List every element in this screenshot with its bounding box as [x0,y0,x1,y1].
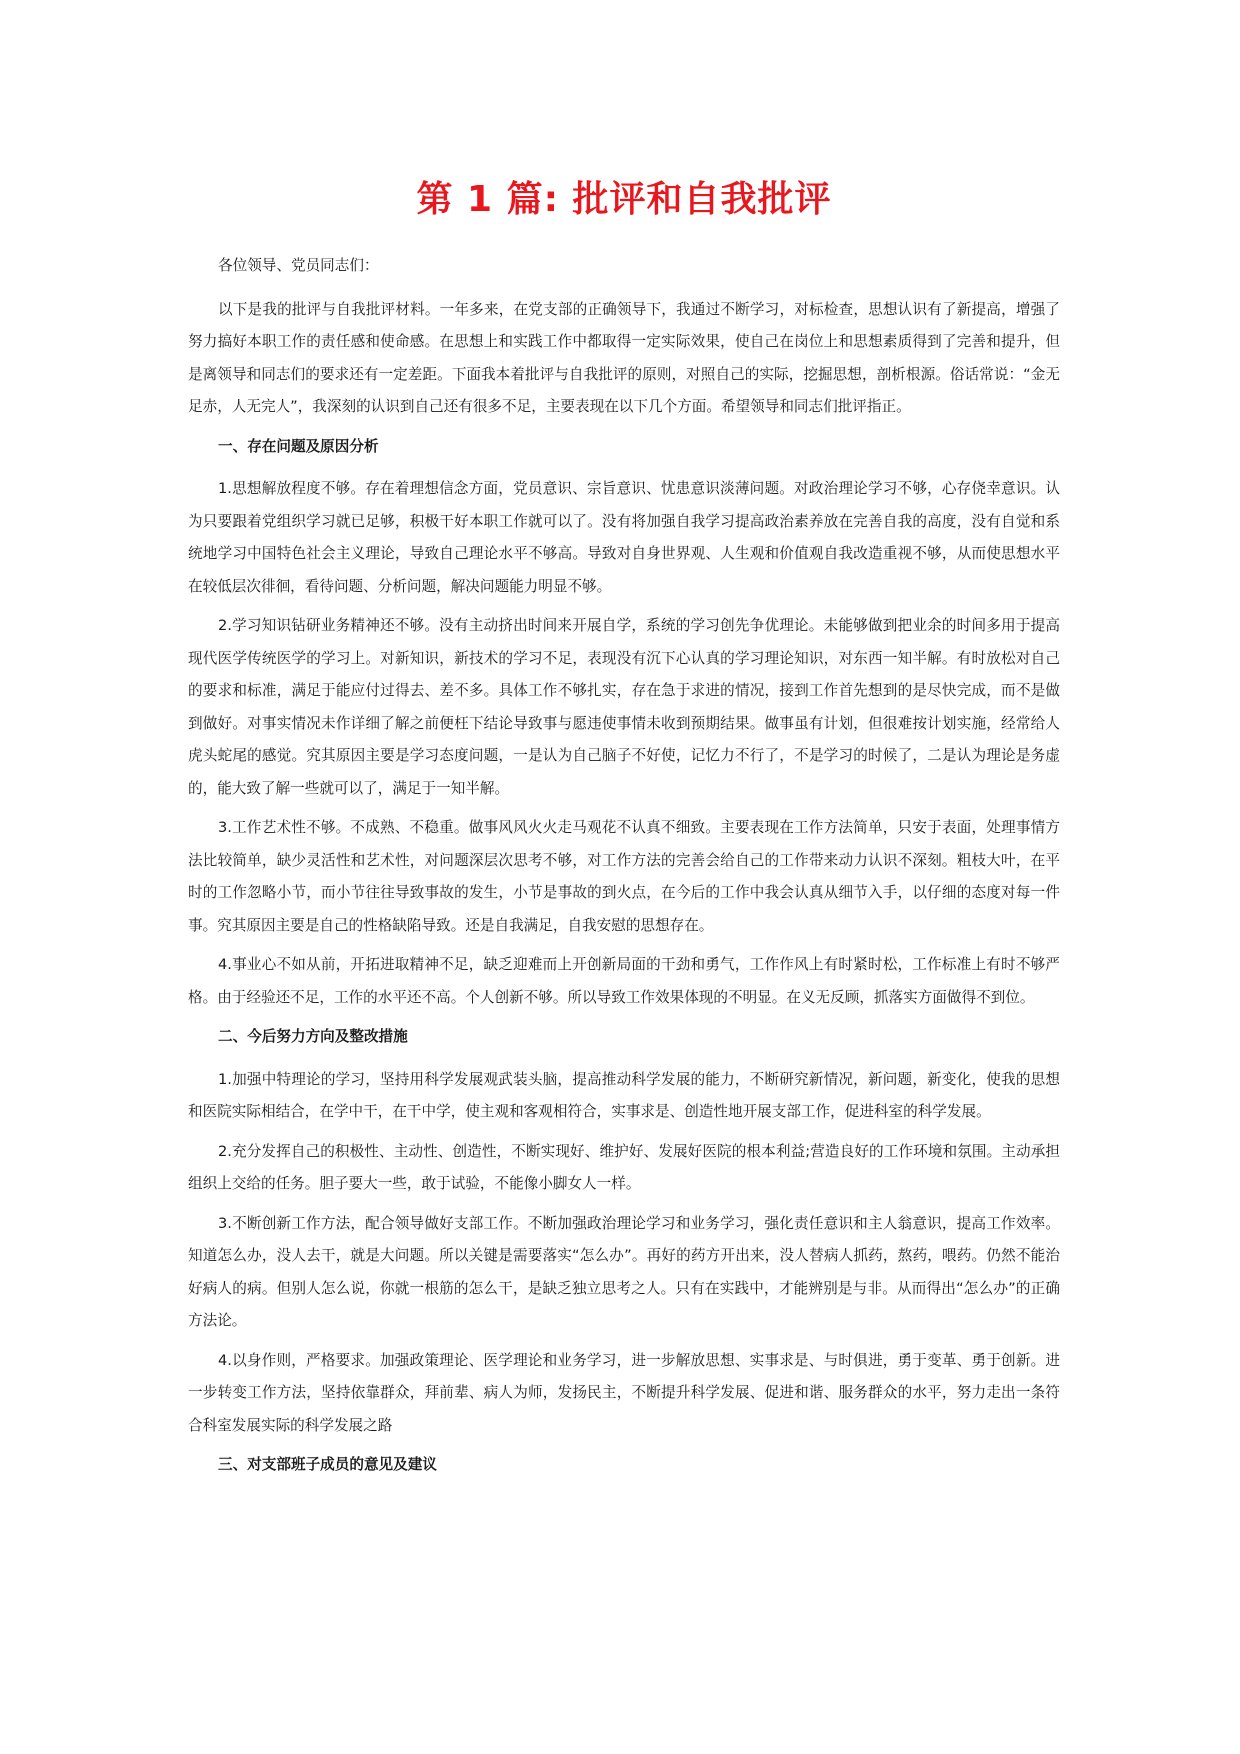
body-paragraph: 2.充分发挥自己的积极性、主动性、创造性，不断实现好、维护好、发展好医院的根本利益;营造良好的工作环境和氛围。主动承担组织上交给的任务。胆子要大一些，敢于试验，不能像小脚女人一样。 [188,1142,1060,1192]
body-paragraph: 4.事业心不如从前，开拓进取精神不足，缺乏迎难而上开创新局面的干劲和勇气，工作作风上有时紧时松，工作标准上有时不够严格。由于经验还不足，工作的水平还不高。个人创新不够。所以导致工作效果体现的不明显。在义无反顾，抓落实方面做得不到位。 [188,956,1060,1006]
body-paragraph: 3.不断创新工作方法，配合领导做好支部工作。不断加强政治理论学习和业务学习，强化责任意识和主人翁意识，提高工作效率。知道怎么办，没人去干，就是大问题。所以关键是需要落实“怎么办”。再好的药方开出来，没人替病人抓药，熬药，喂药。仍然不能治好病人的病。但别人怎么说，你就一根筋的怎么干，是缺乏独立思考之人。只有在实践中，才能辨别是与非。从而得出“怎么办”的正确方法论。 [188,1214,1060,1329]
document-title: 第 1 篇: 批评和自我批评 [416,179,832,220]
section-heading: 一、存在问题及原因分析 [218,437,379,455]
body-paragraph: 3.工作艺术性不够。不成熟、不稳重。做事风风火火走马观花不认真不细致。主要表现在工作方法简单，只安于表面，处理事情方法比较简单，缺少灵活性和艺术性，对问题深层次思考不够，对工作方法的完善会给自己的工作带来动力认识不深刻。粗枝大叶，在平时的工作忽略小节，而小节往往导致事故的发生，小节是事故的到火点，在今后的工作中我会认真从细节入手，以仔细的态度对每一件事。究其原因主要是自己的性格缺陷导致。还是自我满足，自我安慰的思想存在。 [188,819,1060,934]
body-paragraph: 4.以身作则，严格要求。加强政策理论、医学理论和业务学习，进一步解放思想、实事求是、与时俱进，勇于变革、勇于创新。进一步转变工作方法，坚持依靠群众，拜前辈、病人为师，发扬民主，不断提升科学发展、促进和谐、服务群众的水平，努力走出一条符合科室发展实际的科学发展之路 [188,1351,1060,1434]
document-page [188,176,1060,1492]
intro-paragraph: 以下是我的批评与自我批评材料。一年多来，在党支部的正确领导下，我通过不断学习，对标检查，思想认识有了新提高，增强了努力搞好本职工作的责任感和使命感。在思想上和实践工作中都取得一定实际效果，使自己在岗位上和思想素质得到了完善和提升，但是离领导和同志们的要求还有一定差距。下面我本着批评与自我批评的原则，对照自己的实际，挖掘思想，剖析根源。俗话常说：“金无足赤，人无完人”，我深刻的认识到自己还有很多不足，主要表现在以下几个方面。希望领导和同志们批评指正。 [188,300,1060,415]
section-heading: 三、对支部班子成员的意见及建议 [218,1456,437,1473]
body-paragraph: 1.思想解放程度不够。存在着理想信念方面，党员意识、宗旨意识、忧患意识淡薄问题。对政治理论学习不够，心存侥幸意识。认为只要跟着党组织学习就已足够，积极干好本职工作就可以了。没有将加强自我学习提高政治素养放在完善自我的高度，没有自觉和系统地学习中国特色社会主义理论，导致自己理论水平不够高。导致对自身世界观、人生观和价值观自我改造重视不够，从而使思想水平在较低层次徘徊，看待问题、分析问题，解决问题能力明显不够。 [188,480,1060,595]
body-paragraph: 1.加强中特理论的学习，坚持用科学发展观武装头脑，提高推动科学发展的能力，不断研究新情况，新问题，新变化，使我的思想和医院实际相结合，在学中干，在干中学，使主观和客观相符合，实事求是、创造性地开展支部工作，促进科室的科学发展。 [188,1070,1060,1120]
section-heading: 二、今后努力方向及整改措施 [218,1028,408,1045]
salutation: 各位领导、党员同志们： [218,257,379,274]
body-paragraph: 2.学习知识钻研业务精神还不够。没有主动挤出时间来开展自学，系统的学习创先争优理论。未能够做到把业余的时间多用于提高现代医学传统医学的学习上。对新知识，新技术的学习不足，表现没有沉下心认真的学习理论知识，对东西一知半解。有时放松对自己的要求和标准，满足于能应付过得去、差不多。具体工作不够扎实，存在急于求进的情况，接到工作首先想到的是尽快完成，而不是做到做好。对事实情况未作详细了解之前便枉下结论导致事与愿违使事情未收到预期结果。做事虽有计划，但很难按计划实施，经常给人虎头蛇尾的感觉。究其原因主要是学习态度问题，一是认为自己脑子不好使，记忆力不行了，不是学习的时候了，二是认为理论是务虚的，能大致了解一些就可以了，满足于一知半解。 [188,617,1060,797]
